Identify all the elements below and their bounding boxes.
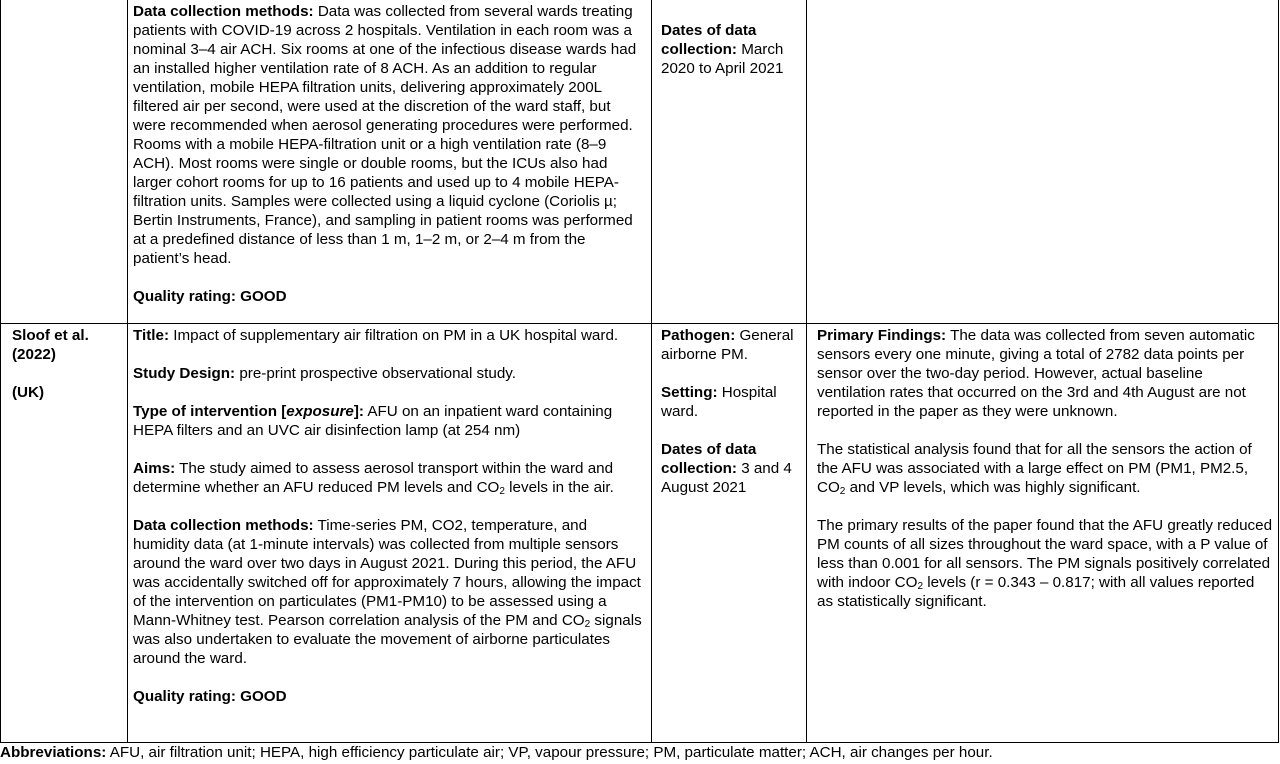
study-methods: Data collection methods: Time-series PM, CO2, temperature, and humidity data (at 1-minute intervals) was collected from multiple sensors around the ward over two days in August 2021. During this period, the AFU was accidentally switched off for approximately 7 hours, allowing the impact of the intervention on particulates (PM1-PM10) to be assessed using a Mann-Whitney test. Pearson correlation analysis of the PM and $CO_2$ signals was also undertaken to evaluate the movement of airborne particulates around the ward. — [133, 517, 642, 667]
abbreviations-label: Abbreviations: — [0, 744, 107, 761]
label: Data collection methods: — [133, 3, 314, 20]
grid-line — [806, 0, 807, 743]
study-aims: Aims: The study aimed to assess aerosol transport within the ward and determine whether an AFU reduced PM levels and $CO_2$ levels in the air. — [133, 460, 614, 497]
statistical-analysis: The statistical analysis found that for all the sensors the action of the AFU was associated with a large effect on PM (PM1, PM2.5, $CO_2$ and VP levels, which was highly significant. — [817, 441, 1252, 497]
primary-results: The primary results of the paper found that the AFU greatly reduced PM counts of all sizes throughout the ward space, with a P value of less than 0.001 for all sensors. The PM signals positively correlated with indoor $CO_2$ levels (r = 0.343 – 0.817; with all values reported as statistically significant. — [817, 517, 1273, 610]
grid-line — [651, 0, 652, 743]
grid-line — [127, 0, 128, 743]
row-a-dates: Dates of data collection: March 2020 to April 2021 — [661, 22, 784, 77]
row-b-study-cell — [12, 326, 122, 402]
row-b-description-cell — [133, 326, 647, 706]
row-a-methods: Data collection methods: Data was collected from several wards treating patients with COVID-19 across 2 hospitals. Ventilation in each room was a nominal 3–4 air ACH. Six rooms at one of the infectious disease wards had an installed higher ventilation rate of 8 ACH. As an addition to regular ventilation, mobile HEPA filtration units, delivering approximately 200L filtered air per second, were used at the discretion of the ward staff, but were recommended when aerosol generating procedures were performed. Rooms with a mobile HEPA-filtration unit or a high ventilation rate (8–9 ACH). Most rooms were single or double rooms, but the ICUs also had larger cohort rooms for up to 16 patients and used up to 4 mobile HEPA-filtration units. Samples were collected using a liquid cyclone (Coriolis µ; Bertin Instruments, France), and sampling in patient rooms was performed at a predefined distance of less than 1 m, 1–2 m, or 2–4 m from the patient’s head. — [133, 3, 637, 267]
study-intervention: Type of intervention [exposure]: AFU on an inpatient ward containing HEPA filters and an UVC air disinfection lamp (at 254 nm) — [133, 403, 613, 439]
row-b-findings-cell — [817, 326, 1273, 611]
study-quality: Quality rating: GOOD — [133, 688, 287, 705]
row-b-setting-cell — [661, 326, 801, 497]
study-title: Title: Impact of supplementary air filtration on PM in a UK hospital ward. — [133, 327, 619, 344]
row-a-quality: Quality rating: GOOD — [133, 288, 287, 305]
study-name: Sloof et al. (2022) — [12, 327, 89, 363]
abbreviations-note — [0, 743, 993, 762]
setting: Setting: Hospital ward. — [661, 384, 777, 420]
grid-line — [1278, 0, 1279, 743]
study-design: Study Design: pre-print prospective observational study. — [133, 365, 516, 382]
dates: Dates of data collection: 3 and 4 August 2021 — [661, 441, 792, 496]
grid-line — [0, 0, 1, 743]
primary-findings: Primary Findings: The data was collected from seven automatic sensors every one minute, giving a total of 2782 data points per sensor over the two-day period. However, actual baseline ventilation rates that occurred on the 3rd and 4th August are not reported in the paper as they were unknown. — [817, 327, 1255, 420]
abbreviations-text: AFU, air filtration unit; HEPA, high efficiency particulate air; VP, vapour pressure; PM, particulate matter; ACH, air changes per hour. — [106, 744, 993, 761]
pathogen: Pathogen: General airborne PM. — [661, 327, 794, 363]
row-divider — [0, 323, 1279, 324]
row-a-dates-cell — [661, 21, 801, 78]
row-a-methods-cell — [133, 2, 645, 306]
study-country: (UK) — [12, 384, 45, 401]
